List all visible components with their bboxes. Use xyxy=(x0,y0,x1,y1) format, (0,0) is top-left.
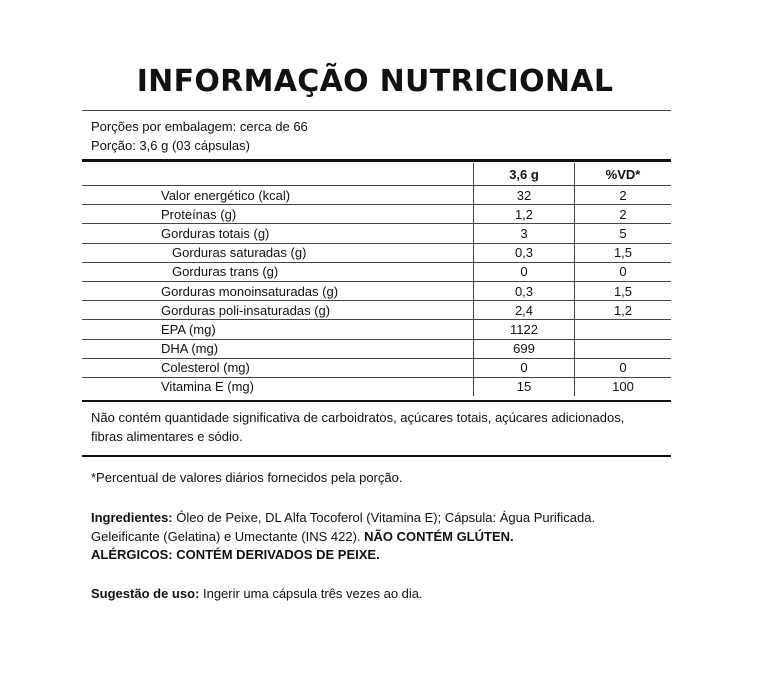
table-row xyxy=(82,224,671,243)
nutrient-amount: 3 xyxy=(474,224,575,243)
divider-table-bottom xyxy=(82,400,671,402)
ingredients-line-1 xyxy=(91,510,595,526)
nutrient-dv: 5 xyxy=(575,224,672,243)
table-row xyxy=(82,358,671,377)
nutrient-name: Valor energético (kcal) xyxy=(82,186,474,205)
nutrient-amount: 0 xyxy=(474,358,575,377)
table-header-row xyxy=(82,163,671,186)
nutrient-name: Gorduras monoinsaturadas (g) xyxy=(82,281,474,300)
gluten-warning: NÃO CONTÉM GLÚTEN. xyxy=(364,529,514,544)
header-amount: 3,6 g xyxy=(474,163,575,186)
nutrient-name: Gorduras trans (g) xyxy=(82,262,474,281)
header-dv: %VD* xyxy=(575,163,672,186)
nutrient-amount: 1,2 xyxy=(474,205,575,224)
not-significant-line-2: fibras alimentares e sódio. xyxy=(91,429,243,444)
nutrient-amount: 0,3 xyxy=(474,243,575,262)
nutrient-amount: 2,4 xyxy=(474,301,575,320)
nutrient-name: Gorduras poli-insaturadas (g) xyxy=(82,301,474,320)
nutrient-dv xyxy=(575,320,672,339)
nutrient-dv: 0 xyxy=(575,262,672,281)
nutrient-dv: 2 xyxy=(575,186,672,205)
nutrient-name: DHA (mg) xyxy=(82,339,474,358)
usage-line xyxy=(91,586,423,602)
divider-top xyxy=(82,110,671,111)
table-row xyxy=(82,281,671,300)
serving-size: Porção: 3,6 g (03 cápsulas) xyxy=(91,138,250,153)
table-row xyxy=(82,262,671,281)
nutrient-amount: 32 xyxy=(474,186,575,205)
ingredients-text-1: Óleo de Peixe, DL Alfa Tocoferol (Vitamina E); Cápsula: Água Purificada. xyxy=(172,510,596,525)
nutrient-dv xyxy=(575,339,672,358)
nutrient-name: Proteínas (g) xyxy=(82,205,474,224)
nutrient-amount: 0,3 xyxy=(474,281,575,300)
table-row xyxy=(82,339,671,358)
nutrient-amount: 699 xyxy=(474,339,575,358)
header-name-cell xyxy=(82,163,474,186)
table-row xyxy=(82,205,671,224)
label-title: INFORMAÇÃO NUTRICIONAL xyxy=(136,64,614,99)
ingredients-line-2 xyxy=(91,529,514,545)
usage-label: Sugestão de uso: xyxy=(91,586,200,601)
table-row xyxy=(82,243,671,262)
nutrient-dv: 1,2 xyxy=(575,301,672,320)
ingredients-label: Ingredientes: xyxy=(91,510,173,525)
not-significant-line-1: Não contém quantidade significativa de carboidratos, açúcares totais, açúcares adicionados, xyxy=(91,410,625,425)
nutrient-amount: 15 xyxy=(474,377,575,396)
nutrient-amount: 0 xyxy=(474,262,575,281)
table-row xyxy=(82,186,671,205)
nutrient-name: Vitamina E (mg) xyxy=(161,379,254,395)
usage-text: Ingerir uma cápsula três vezes ao dia. xyxy=(199,586,423,601)
divider-bottom xyxy=(82,455,671,457)
nutrient-name: Gorduras saturadas (g) xyxy=(82,243,474,262)
nutrition-table xyxy=(82,163,671,396)
footnote: *Percentual de valores diários fornecidos pela porção. xyxy=(91,470,403,485)
table-row xyxy=(82,377,671,396)
divider-table-top xyxy=(82,159,671,162)
nutrient-dv: 0 xyxy=(575,358,672,377)
nutrient-dv: 2 xyxy=(575,205,672,224)
nutrient-name: EPA (mg) xyxy=(82,320,474,339)
nutrient-dv: 1,5 xyxy=(575,281,672,300)
nutrient-dv: 1,5 xyxy=(575,243,672,262)
nutrient-dv: 100 xyxy=(575,377,672,396)
table-row xyxy=(82,301,671,320)
nutrient-name: Gorduras totais (g) xyxy=(82,224,474,243)
servings-per-package: Porções por embalagem: cerca de 66 xyxy=(91,119,308,134)
allergen-warning: ALÉRGICOS: CONTÉM DERIVADOS DE PEIXE. xyxy=(91,547,380,562)
nutrient-amount: 1122 xyxy=(474,320,575,339)
nutrient-name: Colesterol (mg) xyxy=(82,358,474,377)
table-row xyxy=(82,320,671,339)
ingredients-text-2: Geleificante (Gelatina) e Umectante (INS 422). xyxy=(91,529,365,544)
